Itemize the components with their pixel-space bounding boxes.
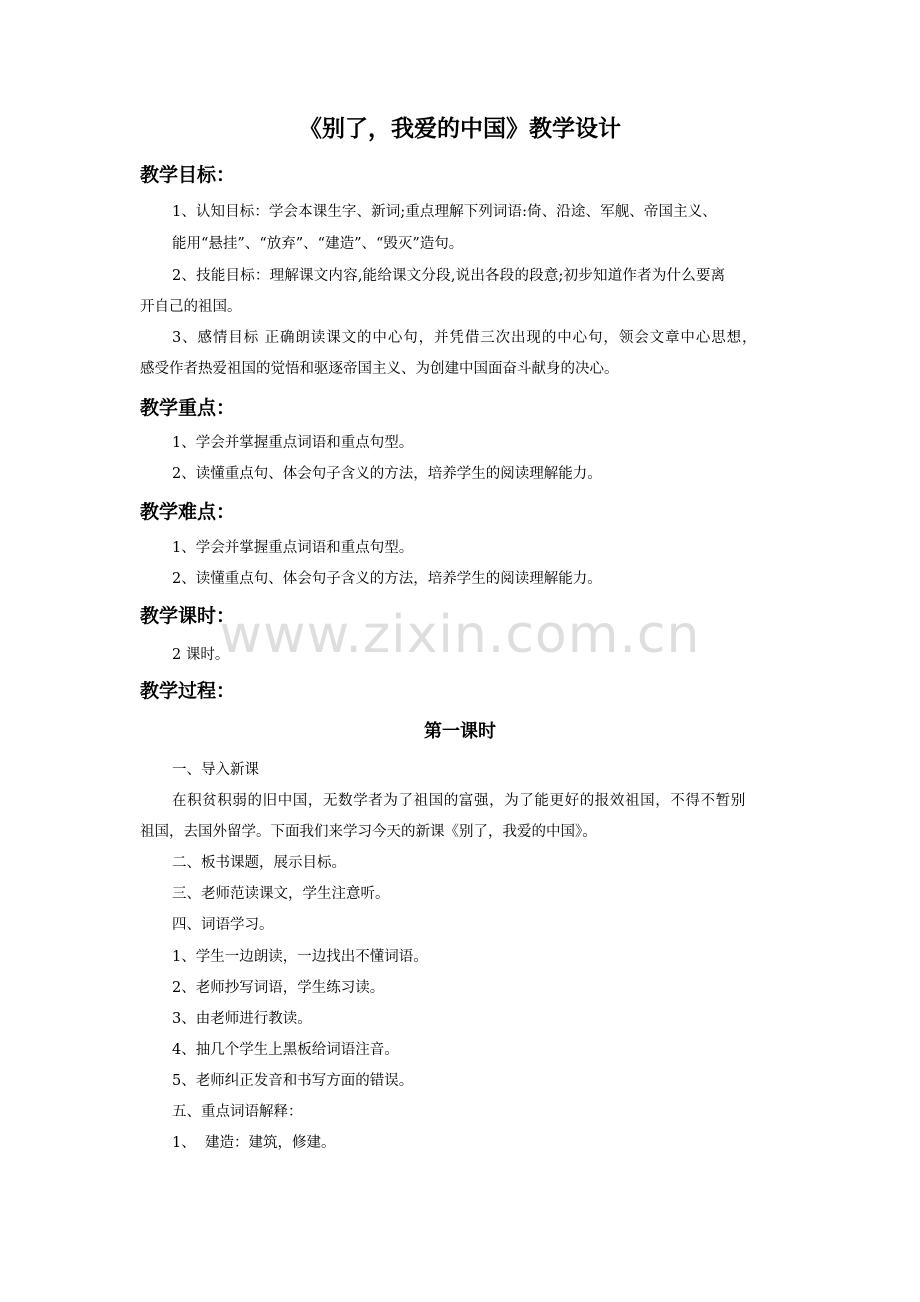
process-line-3: 祖国，去国外留学。下面我们来学习今天的新课《别了，我爱的中国》。 [140,824,597,840]
key-points-line-1: 1、学会并掌握重点词语和重点句型。 [172,435,414,451]
goals-line-1: 1、认知目标：学会本课生字、新词;重点理解下列词语:倚、沿途、军舰、帝国主义、 [172,204,717,220]
hours-heading: 教学课时： [140,605,236,627]
goals-line-3: 2、技能目标：理解课文内容,能给课文分段,说出各段的段意;初步知道作者为什么要离 [172,268,726,284]
process-line-5: 三、老师范读课文，学生注意听。 [172,886,390,902]
process-line-8: 2、老师抄写词语，学生练习读。 [172,980,385,996]
goals-line-5: 3、感情目标 正确朗读课文的中心句，并凭借三次出现的中心句，领会文章中心思想， [172,330,758,346]
process-line-1: 一、导入新课 [172,762,259,778]
key-points-heading: 教学重点： [140,397,236,419]
hours-line-1: 2 课时。 [172,647,230,663]
process-line-11: 5、老师纠正发音和书写方面的错误。 [172,1073,414,1089]
difficulties-line-1: 1、学会并掌握重点词语和重点句型。 [172,540,414,556]
process-line-2: 在积贫积弱的旧中国，无数学者为了祖国的富强，为了能更好的报效祖国，不得不暂别 [172,793,746,809]
key-points-line-2: 2、读懂重点句、体会句子含义的方法，培养学生的阅读理解能力。 [172,466,602,482]
goals-line-6: 感受作者热爱祖国的觉悟和驱逐帝国主义、为创建中国面奋斗献身的决心。 [140,361,619,377]
process-line-4: 二、板书课题，展示目标。 [172,855,346,871]
watermark: www.zixin.com.cn [219,605,701,665]
difficulties-heading: 教学难点： [140,501,236,523]
document-title: 《别了，我爱的中国》教学设计 [299,116,621,142]
lesson-subtitle: 第一课时 [424,721,496,742]
difficulties-line-2: 2、读懂重点句、体会句子含义的方法，培养学生的阅读理解能力。 [172,571,602,587]
goals-heading: 教学目标： [140,164,236,186]
process-line-10: 4、抽几个学生上黑板给词语注音。 [172,1042,399,1058]
process-line-7: 1、学生一边朗读，一边找出不懂词语。 [172,949,428,965]
process-heading: 教学过程： [140,680,236,702]
goals-line-2: 能用“悬挂”、“放弃”、“建造”、“毁灭”造句。 [172,236,464,252]
process-line-12: 五、重点词语解释： [172,1104,303,1120]
goals-line-4: 开自己的祖国。 [140,299,242,315]
process-line-9: 3、由老师进行教读。 [172,1011,312,1027]
process-line-6: 四、词语学习。 [172,917,274,933]
process-line-13: 1、 建造：建筑，修建。 [172,1135,336,1151]
